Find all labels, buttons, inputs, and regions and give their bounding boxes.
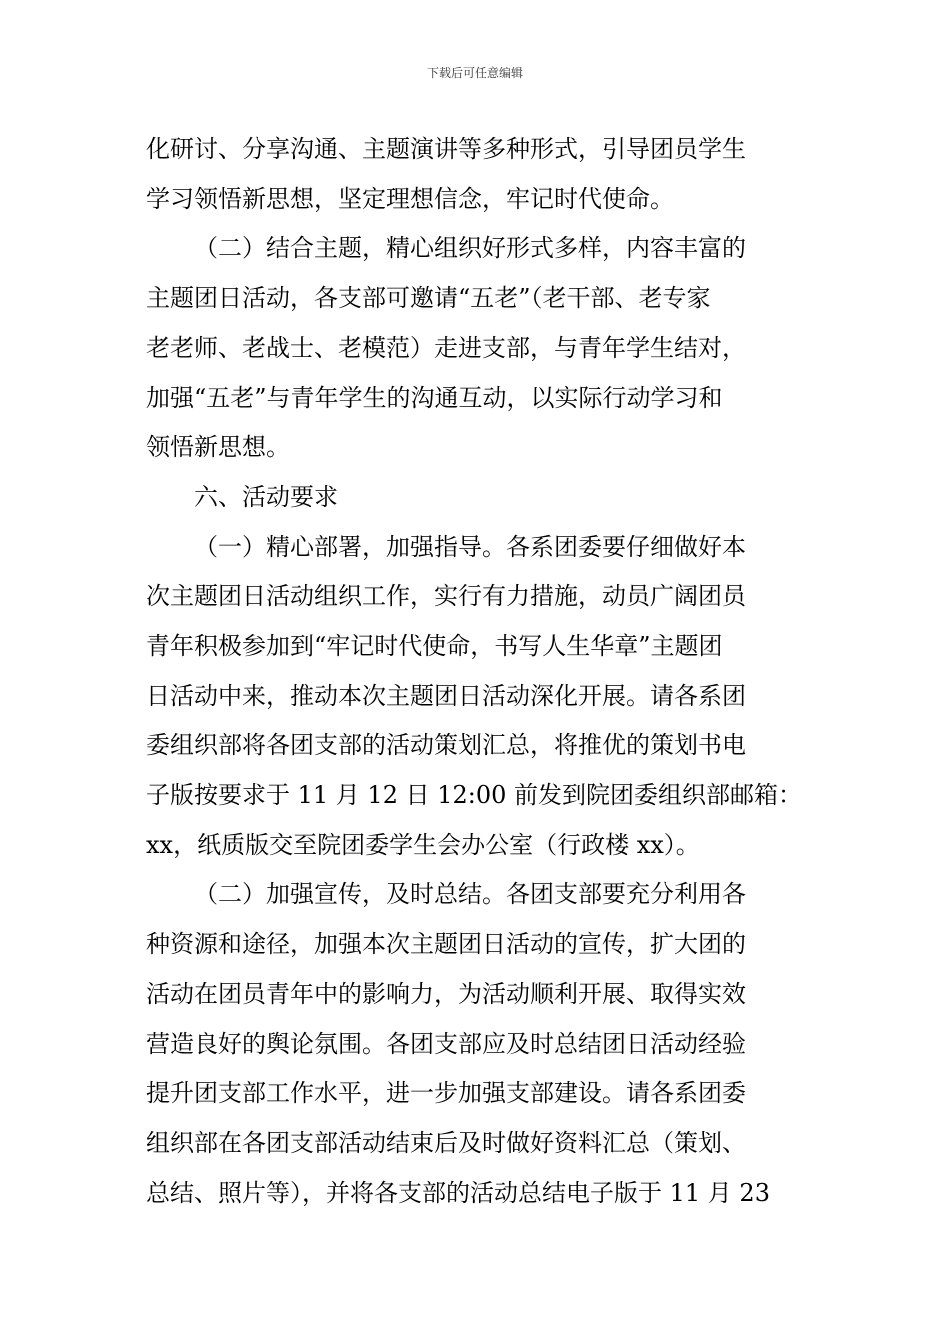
body-line: xx，纸质版交至院团委学生会办公室（行政楼 xx）。 <box>146 831 700 859</box>
body-line: 次主题团日活动组织工作，实行有力措施，动员广阔团员 <box>146 582 746 610</box>
body-line: 委组织部将各团支部的活动策划汇总，将推优的策划书电 <box>146 731 746 759</box>
body-line: 活动在团员青年中的影响力，为活动顺利开展、取得实效 <box>146 980 746 1008</box>
body-line: 主题团日活动，各支部可邀请“五老”（老干部、老专家 <box>146 284 711 312</box>
body-line: 学习领悟新思想，坚定理想信念，牢记时代使命。 <box>146 185 674 213</box>
body-line: 组织部在各团支部活动结束后及时做好资料汇总（策划、 <box>146 1129 746 1157</box>
paragraph-start-line: （二）结合主题，精心组织好形式多样，内容丰富的 <box>194 234 746 262</box>
body-line: 子版按要求于 11 月 12 日 12:00 前发到院团委组织部邮箱： <box>146 781 803 809</box>
body-line: 总结、照片等），并将各支部的活动总结电子版于 11 月 23 <box>146 1179 770 1207</box>
body-line: 加强“五老”与青年学生的沟通互动，以实际行动学习和 <box>146 384 723 412</box>
section-heading: 六、活动要求 <box>194 483 338 511</box>
body-line: 日活动中来，推动本次主题团日活动深化开展。请各系团 <box>146 682 746 710</box>
page-header: 下载后可任意编辑 <box>426 66 523 80</box>
body-line: 老老师、老战士、老模范）走进支部，与青年学生结对， <box>146 334 746 362</box>
body-line: 提升团支部工作水平，进一步加强支部建设。请各系团委 <box>146 1079 746 1107</box>
body-line: 种资源和途径，加强本次主题团日活动的宣传，扩大团的 <box>146 930 746 958</box>
body-line: 化研讨、分享沟通、主题演讲等多种形式，引导团员学生 <box>146 135 746 163</box>
body-line: 营造良好的舆论氛围。各团支部应及时总结团日活动经验 <box>146 1030 746 1058</box>
paragraph-start-line: （二）加强宣传，及时总结。各团支部要充分利用各 <box>194 880 746 908</box>
body-line: 青年积极参加到“牢记时代使命，书写人生华章”主题团 <box>146 632 723 660</box>
body-line: 领悟新思想。 <box>146 433 290 461</box>
paragraph-start-line: （一）精心部署，加强指导。各系团委要仔细做好本 <box>194 533 746 561</box>
